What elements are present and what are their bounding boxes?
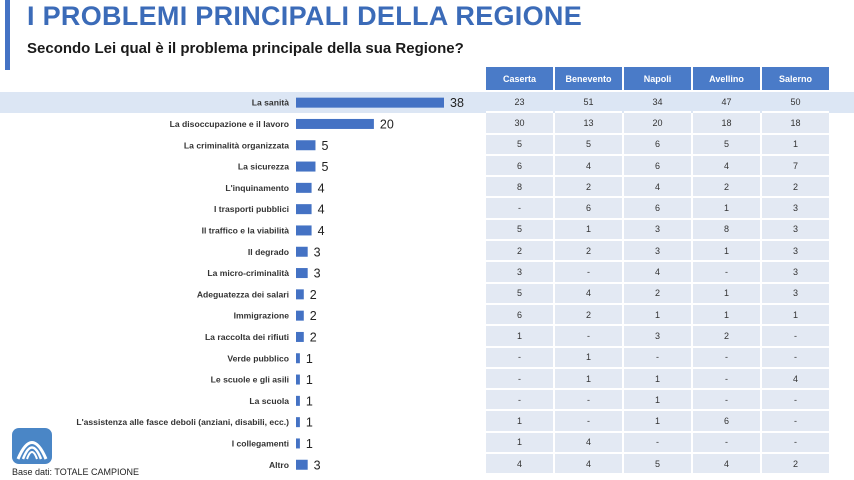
table-cell: 1 (624, 369, 691, 390)
table-cell: 6 (486, 305, 553, 326)
table-cell: 1 (486, 411, 553, 432)
table-cell: 8 (486, 177, 553, 198)
table-cell: 1 (624, 411, 691, 432)
category-label: La sanità (251, 97, 289, 108)
table-cell: 3 (762, 262, 829, 283)
arch-logo-icon (12, 428, 52, 464)
table-cell: 6 (624, 198, 691, 219)
table-cell: 2 (762, 177, 829, 198)
value-label: 20 (379, 117, 394, 132)
table-cell: 51 (555, 92, 622, 113)
value-label: 4 (317, 223, 325, 238)
value-label: 3 (313, 266, 321, 281)
table-row (486, 135, 829, 156)
table-row (486, 348, 829, 369)
table-cell: 1 (486, 326, 553, 347)
table-cell: - (693, 348, 760, 369)
category-label: L'assistenza alle fasce deboli (anziani, disabili, ecc.) (76, 417, 289, 428)
value-label: 4 (317, 202, 325, 217)
table-cell: 4 (624, 262, 691, 283)
table-cell: - (693, 433, 760, 454)
value-label: 1 (305, 373, 313, 388)
bar (296, 183, 312, 193)
bar (296, 98, 444, 108)
category-label: La raccolta dei rifiuti (204, 331, 289, 342)
category-label: La sicurezza (237, 161, 289, 172)
bar (296, 438, 300, 448)
category-label: La criminalità organizzata (183, 140, 289, 151)
value-label: 3 (313, 458, 321, 473)
bar (296, 460, 308, 470)
table-cell: 1 (555, 220, 622, 241)
table-cell: - (555, 390, 622, 411)
value-label: 1 (305, 394, 313, 409)
table-cell: 5 (693, 135, 760, 156)
table-cell: 4 (762, 369, 829, 390)
table-row (486, 369, 829, 390)
table-cell: 5 (624, 454, 691, 475)
table-row (486, 326, 829, 347)
bar (296, 289, 304, 299)
bar (296, 396, 300, 406)
table-row (486, 177, 829, 198)
table-cell: - (762, 348, 829, 369)
table-cell: 4 (486, 454, 553, 475)
category-label: I trasporti pubblici (214, 204, 289, 215)
table-cell: 3 (486, 262, 553, 283)
table-cell: 1 (693, 241, 760, 262)
table-cell: - (762, 326, 829, 347)
table-cell: - (486, 390, 553, 411)
table-cell: 2 (693, 177, 760, 198)
table-cell: 6 (624, 156, 691, 177)
value-label: 3 (313, 245, 321, 260)
province-table (484, 67, 831, 475)
table-cell: 6 (624, 135, 691, 156)
table-row (486, 411, 829, 432)
column-header: Salerno (762, 67, 829, 92)
category-label: Le scuole e gli asili (210, 374, 289, 385)
table-cell: 7 (762, 156, 829, 177)
table-cell: 47 (693, 92, 760, 113)
table-cell: 4 (693, 454, 760, 475)
table-row (486, 113, 829, 134)
category-label: Immigrazione (233, 310, 289, 321)
table-cell: - (486, 198, 553, 219)
table-row (486, 305, 829, 326)
table-cell: 1 (693, 198, 760, 219)
table-row (486, 454, 829, 475)
table-row (486, 262, 829, 283)
table-cell: 4 (693, 156, 760, 177)
table-cell: 8 (693, 220, 760, 241)
category-label: La micro-criminalità (207, 268, 289, 279)
table-row (486, 284, 829, 305)
table-cell: 6 (486, 156, 553, 177)
table-cell: - (624, 348, 691, 369)
table-cell: 6 (693, 411, 760, 432)
page-subtitle: Secondo Lei qual è il problema principale della sua Regione? (27, 40, 464, 57)
table-cell: 1 (555, 369, 622, 390)
table-cell: 2 (693, 326, 760, 347)
category-label: La disoccupazione e il lavoro (169, 118, 289, 129)
bar (296, 119, 374, 129)
table-cell: 1 (624, 305, 691, 326)
table-header-row (486, 67, 829, 92)
value-label: 2 (309, 309, 317, 324)
table-cell: 5 (486, 135, 553, 156)
table-cell: 3 (762, 198, 829, 219)
table-row (486, 433, 829, 454)
table-cell: 4 (624, 177, 691, 198)
table-cell: - (693, 369, 760, 390)
table-cell: 4 (555, 156, 622, 177)
table-cell: 3 (624, 241, 691, 262)
value-label: 1 (305, 436, 313, 451)
category-label: La scuola (249, 395, 289, 406)
table-cell: - (486, 369, 553, 390)
bar (296, 268, 308, 278)
value-label: 1 (305, 415, 313, 430)
table-cell: 5 (486, 220, 553, 241)
value-label: 2 (309, 287, 317, 302)
table-cell: - (693, 262, 760, 283)
table-cell: - (762, 433, 829, 454)
table-cell: 20 (624, 113, 691, 134)
value-label: 2 (309, 330, 317, 345)
table-cell: 18 (693, 113, 760, 134)
category-label: Il degrado (247, 246, 289, 257)
table-cell: - (555, 262, 622, 283)
table-cell: 1 (555, 348, 622, 369)
table-cell: 50 (762, 92, 829, 113)
table-cell: 34 (624, 92, 691, 113)
table-cell: 5 (486, 284, 553, 305)
bar (296, 140, 315, 150)
table-cell: 1 (624, 390, 691, 411)
table-cell: 4 (555, 454, 622, 475)
category-label: L'inquinamento (225, 182, 289, 193)
category-label: Adeguatezza dei salari (196, 289, 289, 300)
table-cell: 4 (555, 284, 622, 305)
table-row (486, 241, 829, 262)
table-cell: 3 (624, 326, 691, 347)
table-cell: - (555, 411, 622, 432)
table-cell: 2 (555, 177, 622, 198)
table-cell: 4 (555, 433, 622, 454)
column-header: Napoli (624, 67, 691, 92)
category-label: Altro (268, 459, 289, 470)
value-label: 5 (321, 160, 329, 175)
category-label: Verde pubblico (227, 353, 289, 364)
bar (296, 162, 315, 172)
table-cell: 23 (486, 92, 553, 113)
table-cell: 3 (762, 241, 829, 262)
table-cell: 2 (762, 454, 829, 475)
table-cell: 1 (762, 135, 829, 156)
table-cell: - (624, 433, 691, 454)
table-cell: - (486, 348, 553, 369)
table-cell: - (762, 411, 829, 432)
table-cell: 2 (555, 241, 622, 262)
table-cell: 2 (486, 241, 553, 262)
table-cell: 5 (555, 135, 622, 156)
table-row (486, 156, 829, 177)
table-cell: 1 (486, 433, 553, 454)
column-header: Benevento (555, 67, 622, 92)
column-header: Avellino (693, 67, 760, 92)
table-cell: 1 (693, 284, 760, 305)
table-cell: 3 (624, 220, 691, 241)
table-cell: 2 (555, 305, 622, 326)
table-row (486, 92, 829, 113)
table-cell: 3 (762, 220, 829, 241)
table-row (486, 198, 829, 219)
table-cell: 3 (762, 284, 829, 305)
table-cell: 13 (555, 113, 622, 134)
bar (296, 247, 308, 257)
table-body (486, 92, 829, 475)
table-cell: 1 (693, 305, 760, 326)
table-cell: - (555, 326, 622, 347)
table-cell: 1 (762, 305, 829, 326)
bar (296, 204, 312, 214)
base-data-note: Base dati: TOTALE CAMPIONE (12, 467, 140, 477)
category-label: I collegamenti (231, 438, 289, 449)
bar (296, 417, 300, 427)
table-cell: 30 (486, 113, 553, 134)
column-header: Caserta (486, 67, 553, 92)
page-title: I PROBLEMI PRINCIPALI DELLA REGIONE (27, 1, 583, 31)
bar (296, 332, 304, 342)
value-label: 5 (321, 138, 329, 153)
table-row (486, 220, 829, 241)
table-cell: - (693, 390, 760, 411)
table-cell: 18 (762, 113, 829, 134)
value-label: 38 (450, 96, 464, 111)
value-label: 1 (305, 351, 313, 366)
value-label: 4 (317, 181, 325, 196)
bar (296, 225, 312, 235)
table-cell: - (762, 390, 829, 411)
category-label: Il traffico e la viabilità (201, 225, 289, 236)
bar (296, 375, 300, 385)
bar (296, 353, 300, 363)
bar (296, 311, 304, 321)
table-row (486, 390, 829, 411)
table-cell: 6 (555, 198, 622, 219)
table-cell: 2 (624, 284, 691, 305)
